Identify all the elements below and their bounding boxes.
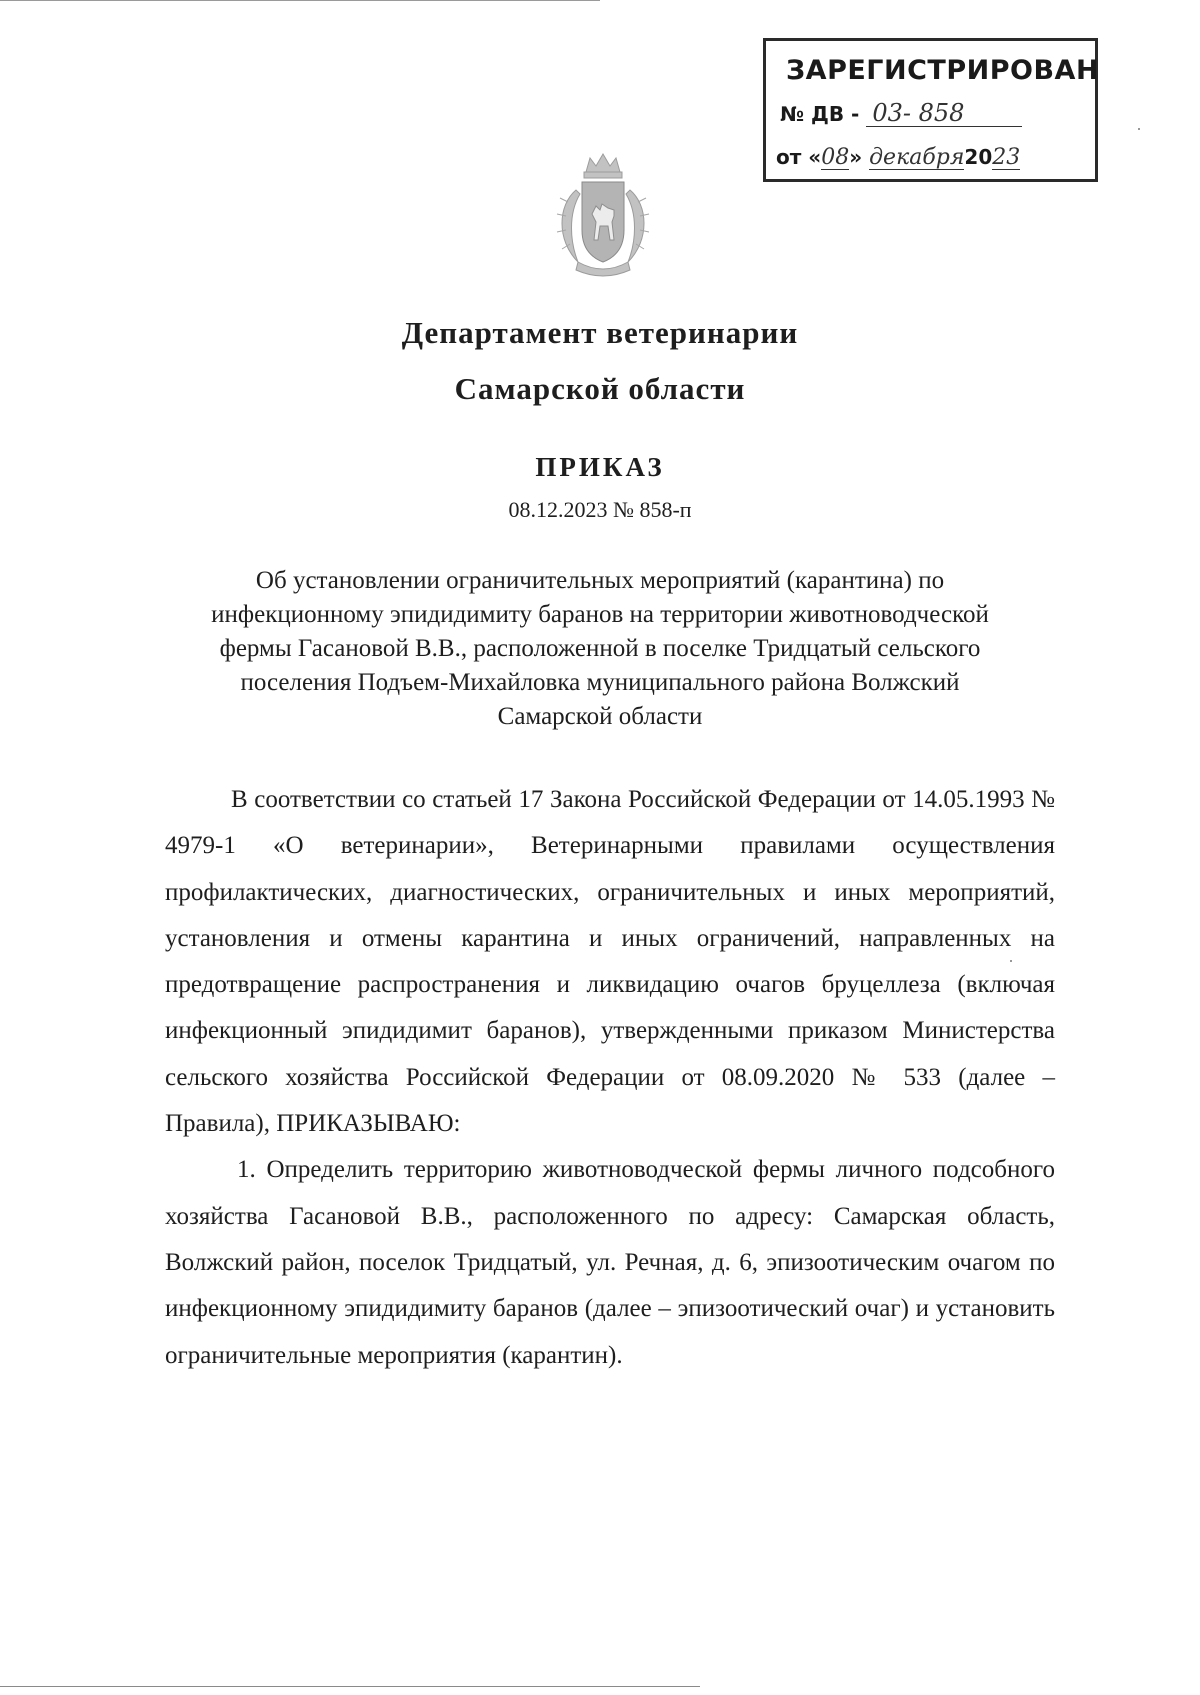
order-item-1: 1. Определить территорию животноводческой фермы личного подсобного хозяйства Гасановой В.В., расположенного по адресу: Самарская область, Волжский район, поселок Тридцатый, ул. Речная, д. 6, эпизоотическим очагом по инфекционному эпидидимиту баранов (далее – эпизоотический очаг) и установить ограничительные мероприятия (карантин). bbox=[165, 1156, 1055, 1369]
region-name: Самарской области bbox=[454, 371, 746, 406]
subject-line: инфекционному эпидидимиту баранов на территории животноводческой bbox=[211, 601, 989, 628]
stamp-date-prefix: от « bbox=[776, 145, 822, 169]
document-date-number: 08.12.2023 № 858-п bbox=[508, 497, 692, 522]
stamp-number-row bbox=[780, 101, 1022, 127]
stamp-date-year-suffix: 23 bbox=[992, 145, 1021, 170]
subject-line: Об установлении ограничительных мероприятий (карантина) по bbox=[255, 567, 945, 594]
subject-line: Самарской области bbox=[497, 703, 703, 730]
subject-line: поселения Подъем-Михайловка муниципального района Волжский bbox=[240, 669, 960, 696]
stamp-date-year-prefix: 20 bbox=[964, 145, 993, 169]
department-name: Департамент ветеринарии bbox=[401, 315, 799, 350]
scan-edge-line bbox=[0, 0, 600, 1]
document-type: ПРИКАЗ bbox=[535, 452, 665, 482]
stamp-title: ЗАРЕГИСТРИРОВАН bbox=[786, 55, 1100, 86]
preamble-paragraph: В соответствии со статьей 17 Закона Российской Федерации от 14.05.1993 № 4979-1 «О ветеринарии», Ветеринарными правилами осуществления профилактических, диагностических, ограничительных и иных мероприятий, установления и отмены карантина и иных ограничений, направленных на предотвращение распространения и ликвидацию очагов бруцеллеза (включая инфекционный эпидидимит баранов), утвержденными приказом Министерства сельского хозяйства Российской Федерации от 08.09.2020 № 533 (далее – Правила), ПРИКАЗЫВАЮ: bbox=[165, 786, 1055, 1138]
document-subject bbox=[170, 564, 1030, 734]
stamp-date-row: от «08» декабря2023 bbox=[776, 145, 1021, 170]
document-body bbox=[165, 777, 1055, 1379]
stamp-number-handwritten: 03- 858 bbox=[866, 101, 1022, 127]
stamp-date-month: декабря bbox=[869, 145, 965, 170]
registration-stamp bbox=[763, 38, 1098, 182]
subject-line: фермы Гасановой В.В., расположенной в поселке Тридцатый сельского bbox=[219, 635, 981, 662]
samara-coat-of-arms-icon bbox=[538, 150, 668, 280]
stamp-number-prefix: № ДВ - bbox=[780, 102, 860, 126]
stamp-date-day: 08 bbox=[821, 145, 850, 170]
scan-speck bbox=[1138, 128, 1140, 130]
scan-edge-line bbox=[0, 1686, 700, 1687]
